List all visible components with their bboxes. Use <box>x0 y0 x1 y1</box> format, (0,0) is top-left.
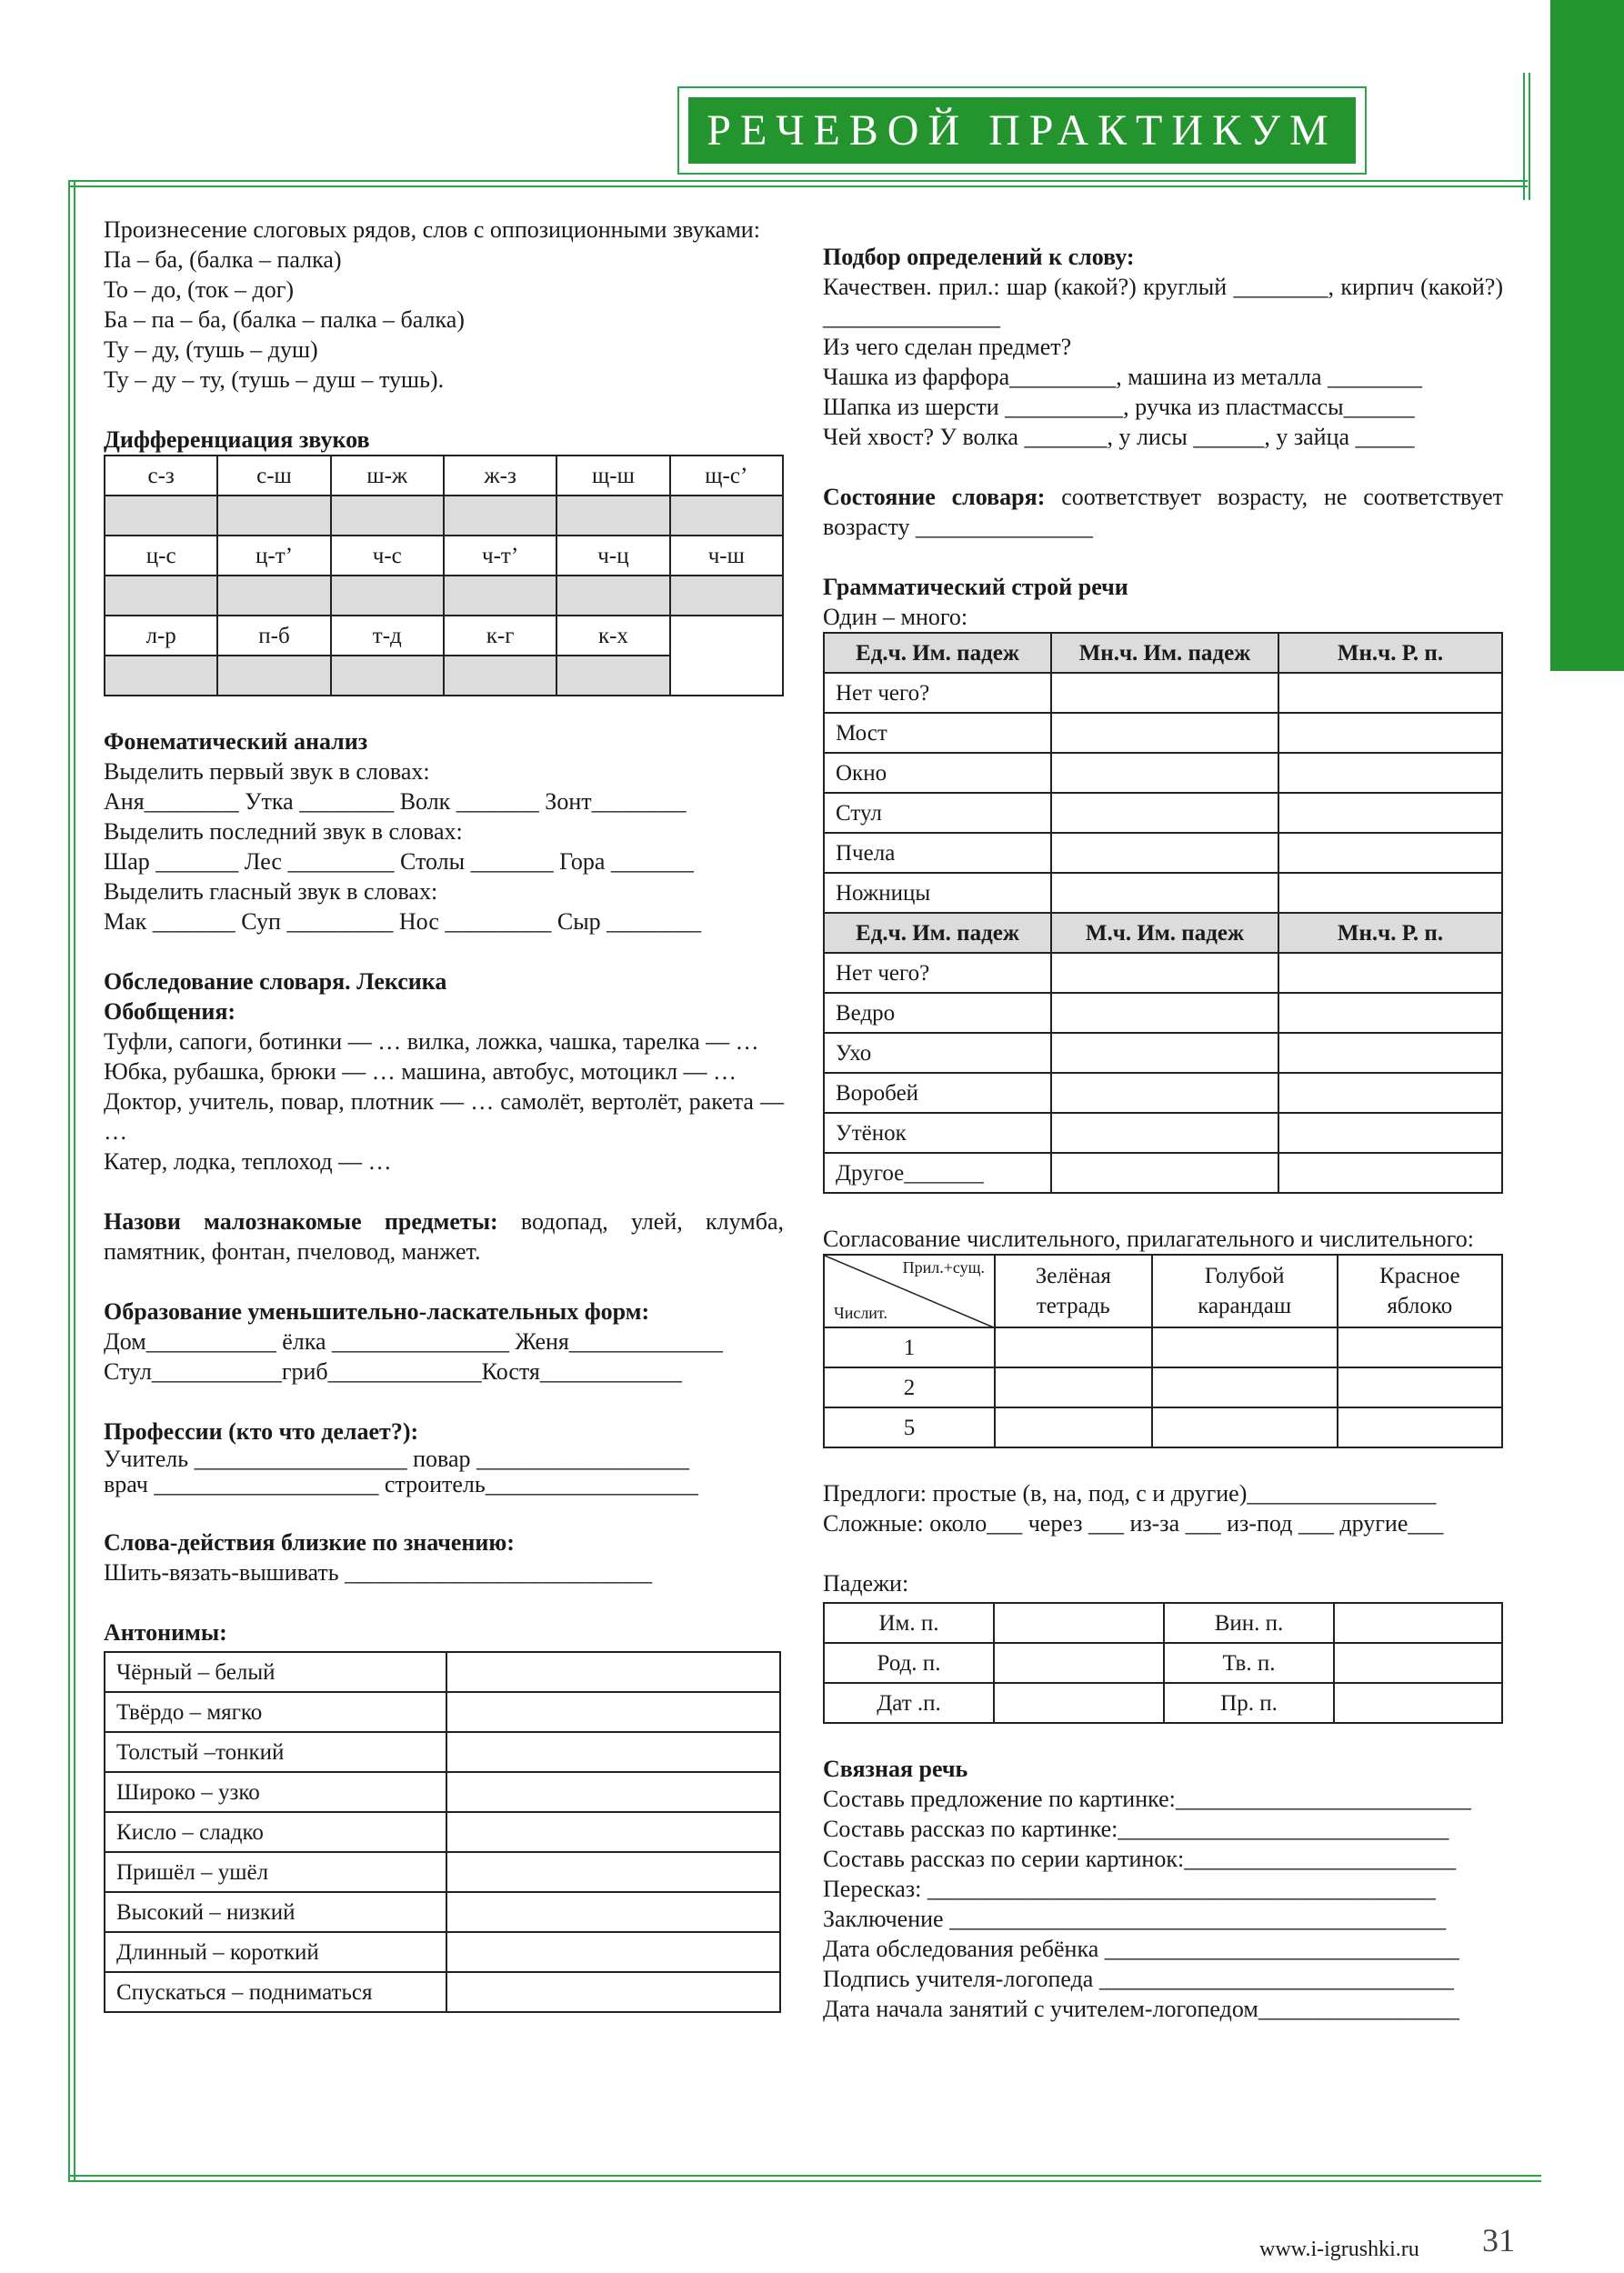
label-bold: Состояние словаря: <box>823 484 1046 510</box>
fill-line[interactable]: Составь рассказ по картинке:____________________________ <box>823 1816 1449 1842</box>
case-label: Вин. п. <box>1164 1603 1334 1643</box>
answer-cell[interactable] <box>446 1812 780 1852</box>
answer-cell[interactable] <box>446 1852 780 1892</box>
fill-line[interactable]: Подпись учителя-логопеда ______________________________ <box>823 1966 1454 1992</box>
answer-cell[interactable] <box>1278 1113 1502 1153</box>
case-label: Род. п. <box>824 1643 994 1683</box>
section-title-speech: Связная речь <box>823 1756 968 1782</box>
vocab-state[interactable] <box>823 482 1503 542</box>
answer-cell[interactable] <box>1278 833 1502 873</box>
page-title: РЕЧЕВОЙ ПРАКТИКУМ <box>688 97 1356 164</box>
fill-line[interactable]: Заключение __________________________________________ <box>823 1906 1447 1932</box>
diff-blank[interactable] <box>217 656 330 696</box>
row-number: 1 <box>824 1327 995 1367</box>
diff-cell: п-б <box>217 616 330 656</box>
answer-cell[interactable] <box>1051 1073 1278 1113</box>
text-line: Доктор, учитель, повар, плотник — … самолёт, вертолёт, ракета — … <box>104 1088 784 1145</box>
green-side-bar <box>1550 0 1624 671</box>
antonym-cell: Кисло – сладко <box>105 1812 446 1852</box>
fill-line[interactable]: Качествен. прил.: шар (какой?) круглый ________, кирпич (какой?) _______________ <box>823 274 1503 330</box>
diff-blank[interactable] <box>331 656 444 696</box>
row-label: Нет чего? <box>824 673 1051 713</box>
intro-text: Произнесение слоговых рядов, слов с оппозиционными звуками: <box>104 216 760 243</box>
row-label: Пчела <box>824 833 1051 873</box>
agree-title: Согласование числительного, прилагательного и числительного: <box>823 1226 1474 1252</box>
subsection-title: Один – много: <box>823 604 968 630</box>
answer-cell[interactable] <box>1278 793 1502 833</box>
answer-cell[interactable] <box>1334 1643 1502 1683</box>
intro-row: Па – ба, (балка – палка) <box>104 246 342 273</box>
fill-line[interactable]: Стул___________гриб_____________Костя____________ <box>104 1358 682 1385</box>
intro-row: Ту – ду, (тушь – душ) <box>104 336 318 363</box>
section-title-actions: Слова-действия близкие по значению: <box>104 1529 515 1556</box>
diff-blank[interactable] <box>331 496 444 536</box>
answer-cell[interactable] <box>1334 1683 1502 1723</box>
fill-line[interactable]: Дата обследования ребёнка ______________________________ <box>823 1936 1459 1962</box>
answer-cell[interactable] <box>1051 1153 1278 1193</box>
antonym-cell: Высокий – низкий <box>105 1892 446 1932</box>
diff-blank[interactable] <box>105 576 217 616</box>
col-header: Мн.ч. Р. п. <box>1278 633 1502 673</box>
answer-cell[interactable] <box>994 1643 1164 1683</box>
frame-left-line <box>68 180 70 2180</box>
diff-cell: с-з <box>105 456 217 496</box>
answer-cell[interactable] <box>1051 953 1278 993</box>
section-title-lex: Обследование словаря. Лексика <box>104 968 447 995</box>
label-bold: Назови малознакомые предметы: <box>104 1208 498 1235</box>
frame-bottom-line <box>68 2175 1541 2177</box>
answer-cell[interactable] <box>1338 1327 1502 1367</box>
col-header-line: карандаш <box>1198 1294 1292 1318</box>
diff-cell: ч-ц <box>556 536 669 576</box>
diff-blank[interactable] <box>105 496 217 536</box>
diff-blank[interactable] <box>444 576 556 616</box>
diff-blank[interactable] <box>556 656 669 696</box>
antonym-cell: Пришёл – ушёл <box>105 1852 446 1892</box>
fill-line[interactable]: Дата начала занятий с учителем-логопедом_________________ <box>823 1996 1459 2022</box>
answer-cell[interactable] <box>995 1407 1152 1447</box>
diag-bottom-label: Числит. <box>834 1304 887 1322</box>
answer-cell[interactable] <box>446 1772 780 1812</box>
text-line: Из чего сделан предмет? <box>823 334 1072 360</box>
diff-empty-cell <box>670 616 783 696</box>
diff-blank[interactable] <box>444 496 556 536</box>
frame-top-line-2 <box>68 185 1528 187</box>
col-header-line: Красное <box>1378 1264 1460 1288</box>
answer-cell[interactable] <box>1152 1367 1338 1407</box>
section-title-defs: Подбор определений к слову: <box>823 244 1135 270</box>
unknown-objects <box>104 1207 784 1267</box>
diff-blank[interactable] <box>217 496 330 536</box>
section-title-dim: Образование уменьшительно-ласкательных форм: <box>104 1298 650 1325</box>
antonym-cell: Спускаться – подниматься <box>105 1972 446 2012</box>
fill-line[interactable]: Чашка из фарфора_________, машина из металла ________ <box>823 364 1423 390</box>
text-line: Выделить гласный звук в словах: <box>104 878 438 905</box>
diff-blank[interactable] <box>670 496 783 536</box>
intro-row: То – до, (ток – дог) <box>104 276 295 303</box>
row-number: 5 <box>824 1407 995 1447</box>
section-title-grammar: Грамматический строй речи <box>823 574 1128 600</box>
row-label: Стул <box>824 793 1051 833</box>
footer-url[interactable]: www.i-igrushki.ru <box>1259 2238 1419 2261</box>
diff-cell: ц-т’ <box>217 536 330 576</box>
fill-line[interactable]: Составь рассказ по серии картинок:_______________________ <box>823 1846 1457 1872</box>
agreement-table <box>823 1254 1503 1448</box>
answer-cell[interactable] <box>1152 1327 1338 1367</box>
row-label: Окно <box>824 753 1051 793</box>
diff-cell: щ-ш <box>556 456 669 496</box>
diff-blank[interactable] <box>444 656 556 696</box>
col-header <box>1338 1255 1502 1327</box>
answer-cell[interactable] <box>1278 1073 1502 1113</box>
fill-line[interactable]: Шить-вязать-вышивать __________________________ <box>104 1559 653 1586</box>
antonym-cell: Твёрдо – мягко <box>105 1692 446 1732</box>
intro-row: Ба – па – ба, (балка – палка – балка) <box>104 306 465 333</box>
diff-cell: щ-с’ <box>670 456 783 496</box>
fill-line[interactable]: Шапка из шерсти __________, ручка из пластмассы______ <box>823 394 1415 420</box>
diff-cell: т-д <box>331 616 444 656</box>
text-line: Выделить первый звук в словах: <box>104 758 430 785</box>
intro-row: Ту – ду – ту, (тушь – душ – тушь). <box>104 366 445 393</box>
subsection-title: Обобщения: <box>104 998 236 1025</box>
row-label: Нет чего? <box>824 953 1051 993</box>
answer-cell[interactable] <box>1278 713 1502 753</box>
fill-line[interactable]: Мак _______ Суп _________ Нос _________ Сыр ________ <box>104 908 702 935</box>
diff-cell: ч-с <box>331 536 444 576</box>
fill-line[interactable]: Шар _______ Лес _________ Столы _______ Гора _______ <box>104 848 694 875</box>
col-header: Ед.ч. Им. падеж <box>824 913 1051 953</box>
grammar-table <box>823 632 1503 1194</box>
answer-cell[interactable] <box>446 1732 780 1772</box>
text-line: Туфли, сапоги, ботинки — … вилка, ложка, чашка, тарелка — … <box>104 1028 759 1055</box>
diagonal-header-cell <box>824 1255 995 1327</box>
answer-cell[interactable] <box>1338 1407 1502 1447</box>
section-title-diff: Дифференциация звуков <box>104 426 370 453</box>
sound-diff-table <box>104 455 784 696</box>
antonym-cell: Толстый –тонкий <box>105 1732 446 1772</box>
answer-cell[interactable] <box>994 1603 1164 1643</box>
col-header-line: тетрадь <box>1036 1294 1110 1318</box>
fill-line[interactable]: Составь предложение по картинке:_________________________ <box>823 1786 1471 1812</box>
answer-cell[interactable] <box>1278 953 1502 993</box>
row-label: Ведро <box>824 993 1051 1033</box>
cases-table <box>823 1602 1503 1724</box>
antonym-cell: Чёрный – белый <box>105 1652 446 1692</box>
col-header <box>995 1255 1152 1327</box>
answer-cell[interactable] <box>1051 873 1278 913</box>
case-label: Им. п. <box>824 1603 994 1643</box>
text-line: Выделить последний звук в словах: <box>104 818 463 845</box>
row-number: 2 <box>824 1367 995 1407</box>
case-label: Дат .п. <box>824 1683 994 1723</box>
fill-line[interactable]: Сложные: около___ через ___ из-за ___ из-под ___ другие___ <box>823 1510 1444 1537</box>
diff-cell: с-ш <box>217 456 330 496</box>
answer-cell[interactable] <box>1278 993 1502 1033</box>
fill-line[interactable]: Чей хвост? У волка _______, у лисы ______, у зайца _____ <box>823 424 1415 450</box>
diff-cell: к-г <box>444 616 556 656</box>
row-label: Другое_______ <box>824 1153 1051 1193</box>
case-label: Тв. п. <box>1164 1643 1334 1683</box>
col-header-line: Голубой <box>1204 1264 1285 1288</box>
answer-cell[interactable] <box>1051 1033 1278 1073</box>
answer-cell[interactable] <box>995 1327 1152 1367</box>
label-text: водопад, улей, клумба, памятник, фонтан, пчеловод, манжет. <box>104 1208 784 1265</box>
fill-line[interactable]: врач ___________________ строитель__________________ <box>104 1471 698 1497</box>
fill-line[interactable]: Дом___________ ёлка _______________ Женя_____________ <box>104 1328 723 1355</box>
answer-cell[interactable] <box>1278 1033 1502 1073</box>
header-box <box>677 86 1367 175</box>
frame-top-line <box>68 180 1528 182</box>
row-label: Ухо <box>824 1033 1051 1073</box>
diff-cell: ч-ш <box>670 536 783 576</box>
col-header-line: Зелёная <box>1035 1264 1111 1288</box>
frame-left-line-2 <box>74 180 75 2180</box>
diff-blank[interactable] <box>670 576 783 616</box>
diff-cell: ж-з <box>444 456 556 496</box>
col-header-line: яблоко <box>1387 1294 1453 1318</box>
col-header: Ед.ч. Им. падеж <box>824 633 1051 673</box>
diff-cell: ш-ж <box>331 456 444 496</box>
answer-cell[interactable] <box>1051 713 1278 753</box>
answer-cell[interactable] <box>1051 833 1278 873</box>
answer-cell[interactable] <box>1278 873 1502 913</box>
frame-right-line-2 <box>1529 73 1530 200</box>
answer-cell[interactable] <box>1051 993 1278 1033</box>
right-column <box>823 242 1503 2024</box>
diff-blank[interactable] <box>556 576 669 616</box>
answer-cell[interactable] <box>1051 673 1278 713</box>
row-label: Ножницы <box>824 873 1051 913</box>
fill-line[interactable]: Пересказ: ___________________________________________ <box>823 1876 1436 1902</box>
page-number: 31 <box>1482 2222 1515 2258</box>
frame-bottom-line-2 <box>68 2180 1541 2182</box>
fill-line[interactable]: Учитель __________________ повар __________________ <box>104 1446 690 1472</box>
answer-cell[interactable] <box>446 1972 780 2012</box>
section-title-phon: Фонематический анализ <box>104 728 368 755</box>
col-header <box>1152 1255 1338 1327</box>
text-line: Катер, лодка, теплоход — … <box>104 1148 392 1175</box>
answer-cell[interactable] <box>995 1367 1152 1407</box>
diff-cell: ц-с <box>105 536 217 576</box>
row-label: Утёнок <box>824 1113 1051 1153</box>
answer-cell[interactable] <box>1152 1407 1338 1447</box>
diff-cell: к-х <box>556 616 669 656</box>
antonyms-table <box>104 1651 781 2013</box>
frame-right-line <box>1523 73 1525 200</box>
answer-cell[interactable] <box>994 1683 1164 1723</box>
answer-cell[interactable] <box>446 1892 780 1932</box>
answer-cell[interactable] <box>446 1652 780 1692</box>
section-title-prof: Профессии (кто что делает?): <box>104 1418 419 1445</box>
diff-blank[interactable] <box>105 656 217 696</box>
diag-top-label: Прил.+сущ. <box>902 1258 985 1277</box>
section-title-cases: Падежи: <box>823 1570 909 1597</box>
diff-blank[interactable] <box>217 576 330 616</box>
answer-cell[interactable] <box>1278 1153 1502 1193</box>
answer-cell[interactable] <box>1051 753 1278 793</box>
answer-cell[interactable] <box>1278 673 1502 713</box>
answer-cell[interactable] <box>446 1932 780 1972</box>
text-line: Юбка, рубашка, брюки — … машина, автобус, мотоцикл — … <box>104 1058 737 1085</box>
fill-line[interactable]: Аня________ Утка ________ Волк _______ Зонт________ <box>104 788 687 815</box>
case-label: Пр. п. <box>1164 1683 1334 1723</box>
diff-cell: ч-т’ <box>444 536 556 576</box>
diff-cell: л-р <box>105 616 217 656</box>
col-header: М.ч. Им. падеж <box>1051 913 1278 953</box>
label-text: соответствует возрасту, не соответствует возрасту _______________ <box>823 484 1503 540</box>
answer-cell[interactable] <box>446 1692 780 1732</box>
answer-cell[interactable] <box>1338 1367 1502 1407</box>
antonym-cell: Широко – узко <box>105 1772 446 1812</box>
col-header: Мн.ч. Р. п. <box>1278 913 1502 953</box>
answer-cell[interactable] <box>1278 753 1502 793</box>
row-label: Воробей <box>824 1073 1051 1113</box>
antonym-cell: Длинный – короткий <box>105 1932 446 1972</box>
fill-line[interactable]: Предлоги: простые (в, на, под, с и другие)________________ <box>823 1480 1437 1507</box>
section-title-antonyms: Антонимы: <box>104 1619 227 1646</box>
answer-cell[interactable] <box>1051 793 1278 833</box>
row-label: Мост <box>824 713 1051 753</box>
answer-cell[interactable] <box>1051 1113 1278 1153</box>
left-column <box>104 215 784 2013</box>
diff-blank[interactable] <box>331 576 444 616</box>
diff-blank[interactable] <box>556 496 669 536</box>
col-header: Мн.ч. Им. падеж <box>1051 633 1278 673</box>
answer-cell[interactable] <box>1334 1603 1502 1643</box>
